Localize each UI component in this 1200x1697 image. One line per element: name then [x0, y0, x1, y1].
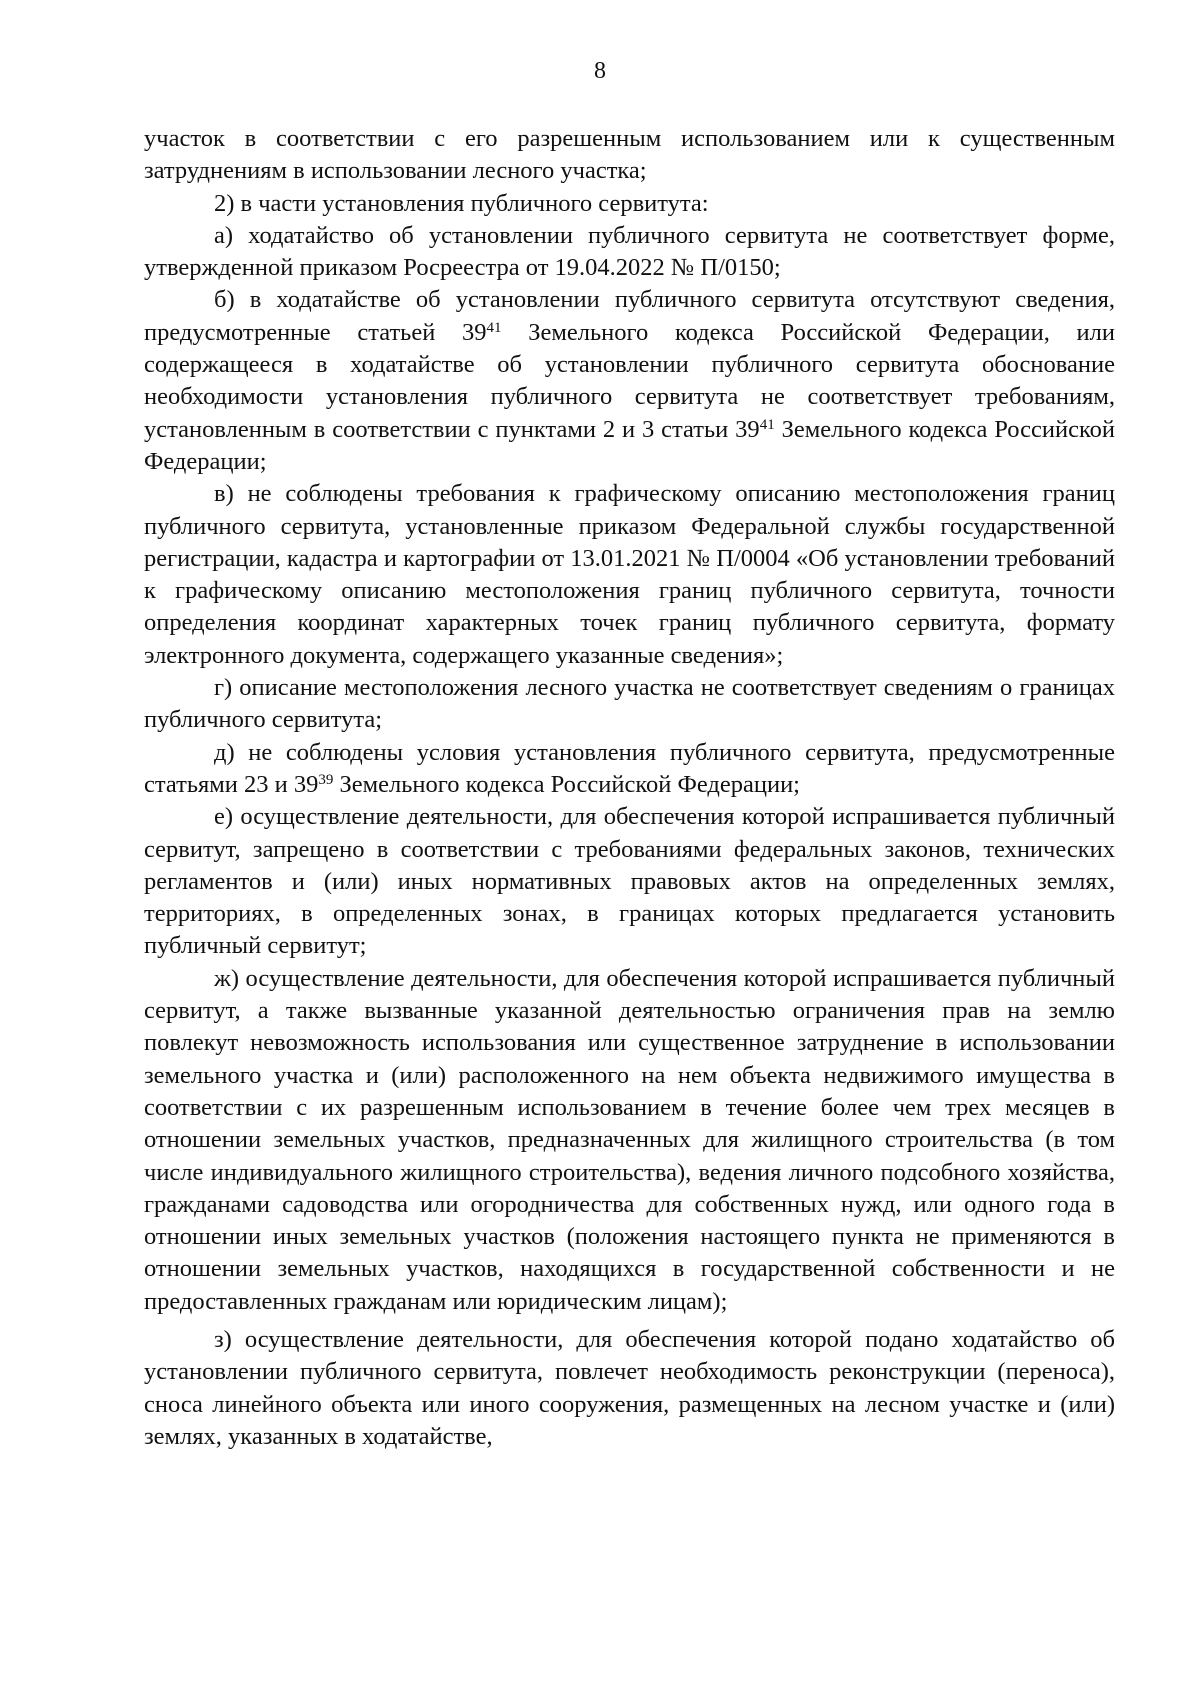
article-superscript: 41: [486, 319, 502, 336]
paragraph-item-d-text-2: Земельного кодекса Российской Федерации;: [333, 770, 800, 798]
document-body: [144, 123, 1115, 1453]
paragraph-item-d: [144, 737, 1115, 802]
page-number: 8: [594, 58, 606, 84]
paragraph-item-v: в) не соблюдены требования к графическому описанию местоположения границ публичного сервитута, установленные приказом Федеральной службы государственной регистрации, кадастра и картографии от 13.01.2021 № П/0004 «Об установлении требований к графическому описанию местоположения границ публичного сервитута, точности определения координат характерных точек границ публичного сервитута, формату электронного документа, содержащего указанные сведения»;: [144, 480, 1115, 669]
paragraph-item-2: 2) в части установления публичного сервитута:: [214, 189, 709, 217]
paragraph-item-g: г) описание местоположения лесного участка не соответствует сведениям о границах публичного сервитута;: [144, 674, 1115, 734]
paragraph-item-b-text-1: б) в ходатайстве об установлении публичного сервитута отсутствуют сведения, предусмотренные статьей 39: [144, 286, 1115, 346]
paragraph-item-z: з) осуществление деятельности, для обеспечения которой подано ходатайство об установлении публичного сервитута, повлечет необходимость реконструкции (переноса), сноса линейного объекта или иного сооружения, размещенных на лесном участке и (или) землях, указанных в ходатайстве,: [144, 1325, 1115, 1450]
paragraph-item-b-text-2: Земельного кодекса Российской Федерации, или содержащееся в ходатайстве об установлении публичного сервитута обоснование необходимости установления публичного сервитута не соответствует требованиям, установленным в соответствии с пунктами 2 и 3 статьи 39: [144, 318, 1115, 443]
paragraph-item-a: а) ходатайство об установлении публичного сервитута не соответствует форме, утвержденной приказом Росреестра от 19.04.2022 № П/0150;: [144, 221, 1115, 282]
paragraph-item-b: [144, 284, 1115, 478]
article-superscript: 39: [318, 771, 334, 788]
paragraph-item-d-text-1: д) не соблюдены условия установления публичного сервитута, предусмотренные статьями 23 и 39: [144, 738, 1115, 798]
paragraph-item-b-text-3: Земельного кодекса Российской Федерации;: [144, 415, 1115, 475]
article-superscript: 41: [759, 416, 775, 433]
paragraph-item-e: е) осуществление деятельности, для обеспечения которой испрашивается публичный сервитут, запрещено в соответствии с требованиями федеральных законов, технических регламентов и (или) иных нормативных правовых актов на определенных землях, территориях, в определенных зонах, в границах которых предлагается установить публичный сервитут;: [144, 803, 1115, 960]
paragraph-item-zh: ж) осуществление деятельности, для обеспечения которой испрашивается публичный сервитут, а также вызванные указанной деятельностью ограничения прав на землю повлекут невозможность использования или существенное затруднение в использовании земельного участка и (или) расположенного на нем объекта недвижимого имущества в соответствии с их разрешенным использованием в течение более чем трех месяцев в отношении земельных участков, предназначенных для жилищного строительства (в том числе индивидуального жилищного строительства), ведения личного подсобного хозяйства, гражданами садоводства или огородничества для собственных нужд, или одного года в отношении иных земельных участков (положения настоящего пункта не применяются в отношении земельных участков, находящихся в государственной собственности и не предоставленных гражданам или юридическим лицам);: [144, 964, 1115, 1315]
paragraph-continuation: участок в соответствии с его разрешенным использованием или к существенным затруднениям в использовании лесного участка;: [144, 125, 1115, 185]
